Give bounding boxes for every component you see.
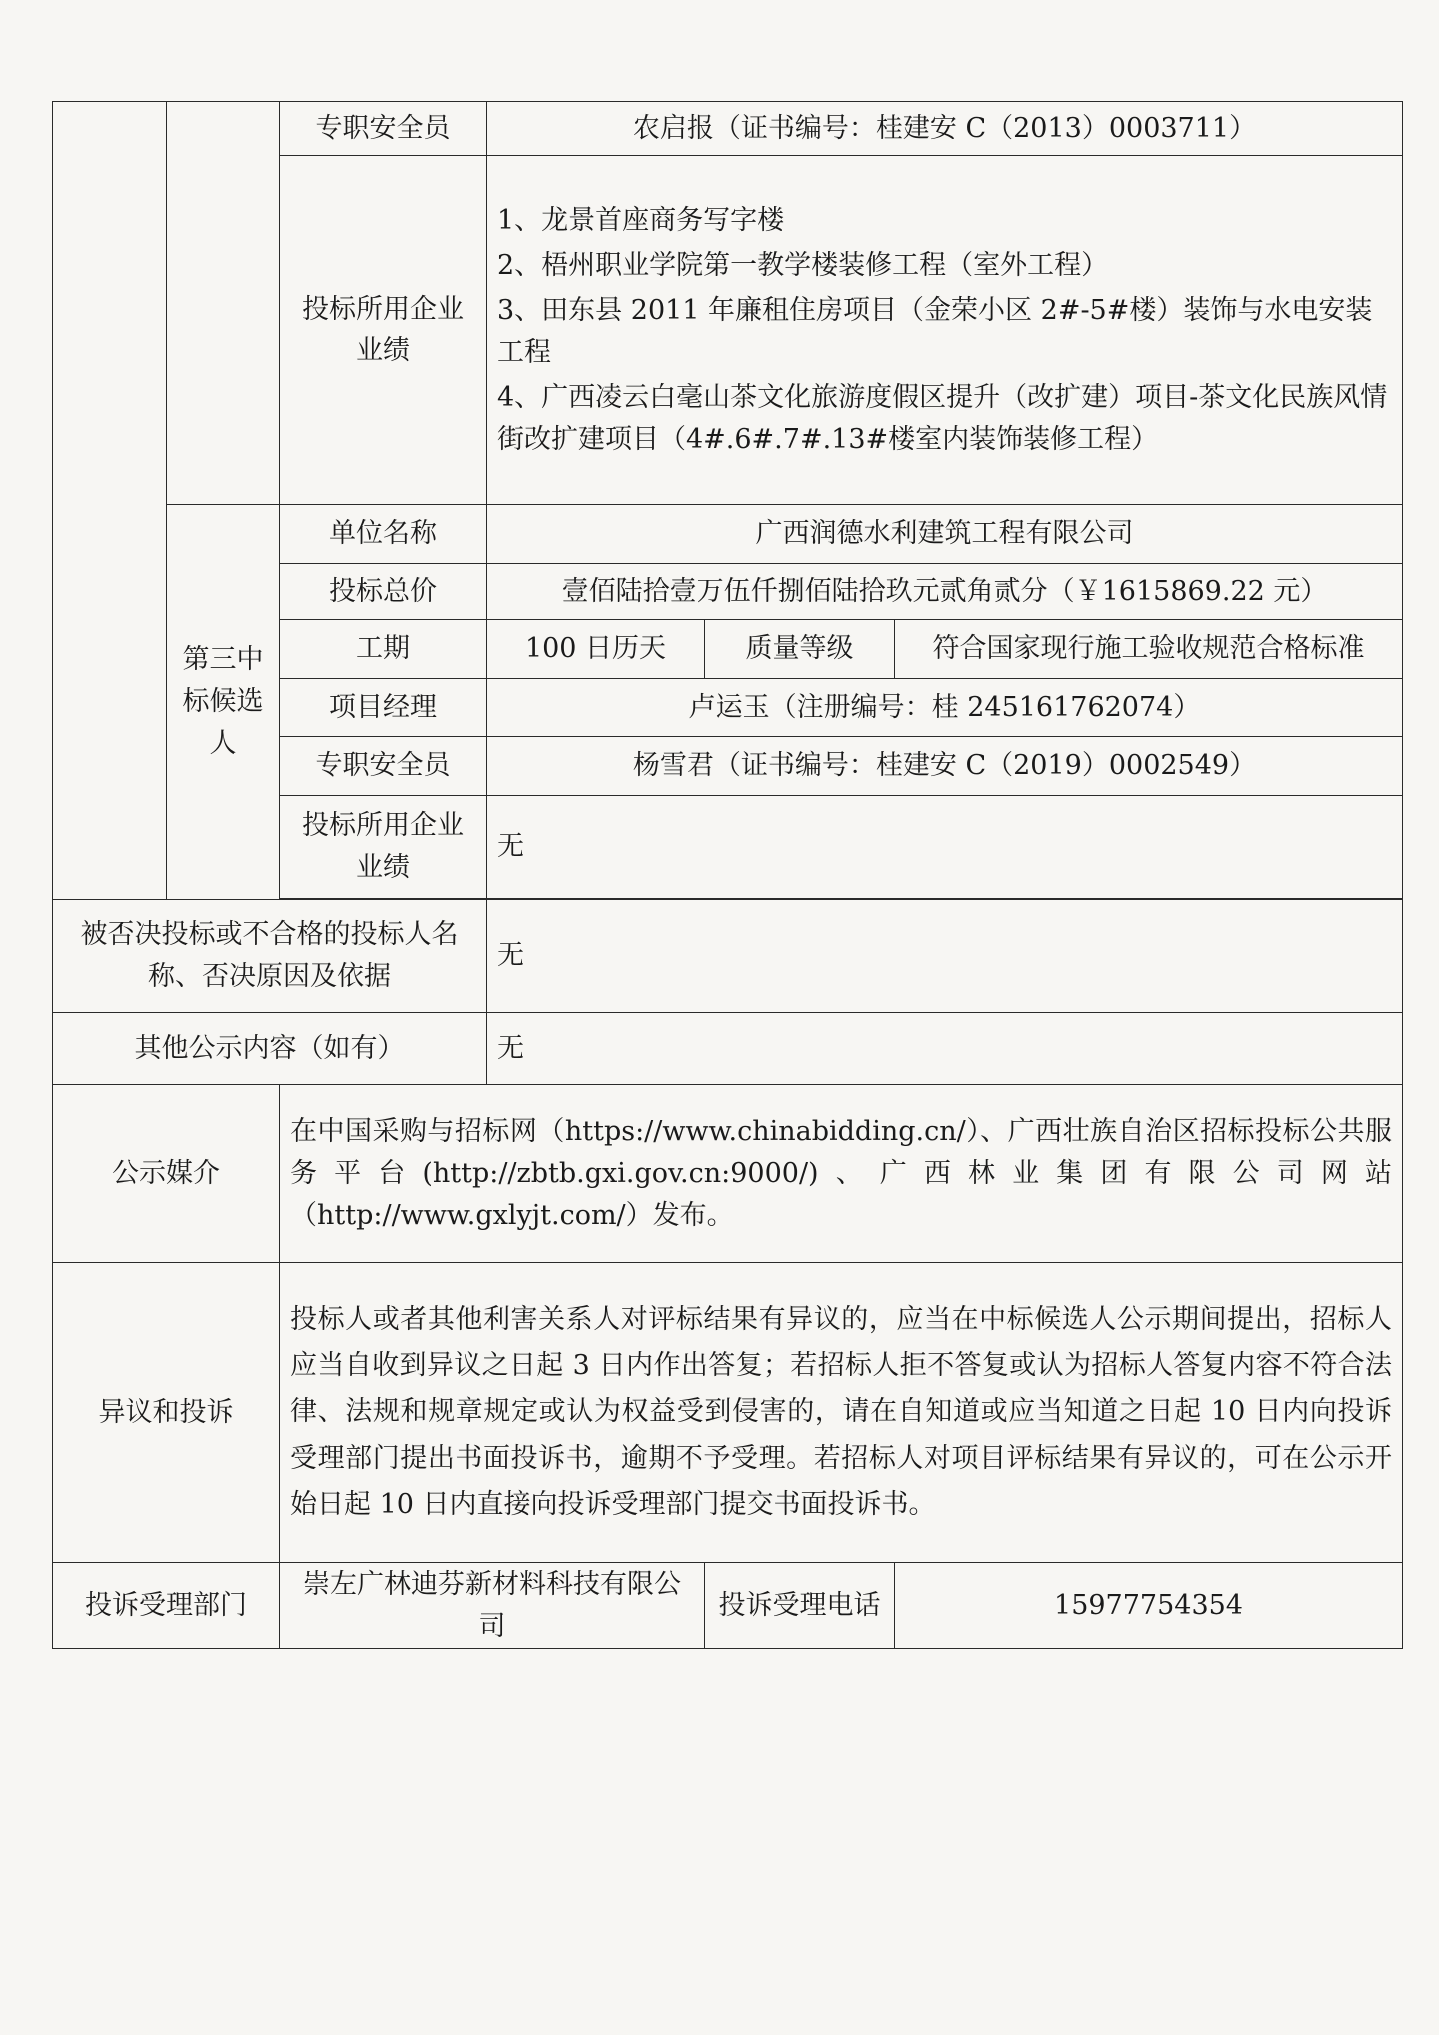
second-safety-officer-label: 专职安全员 — [280, 102, 487, 156]
performance-item: 4、广西凌云白毫山茶文化旅游度假区提升（改扩建）项目-茶文化民族风情街改扩建项目（4#.6#.7#.13#楼室内装饰装修工程） — [497, 381, 1388, 455]
third-manager-label: 项目经理 — [280, 678, 487, 737]
second-safety-officer-value: 农启报（证书编号：桂建安 C（2013）0003711） — [487, 102, 1403, 156]
third-performance-label: 投标所用企业业绩 — [280, 795, 487, 898]
third-price-label: 投标总价 — [280, 563, 487, 619]
media-label: 公示媒介 — [53, 1085, 280, 1263]
third-period-label: 工期 — [280, 620, 487, 679]
performance-item: 3、田东县 2011 年廉租住房项目（金荣小区 2#-5#楼）装饰与水电安装工程 — [497, 295, 1373, 368]
third-price-value: 壹佰陆拾壹万伍仟捌佰陆拾玖元贰角贰分（￥1615869.22 元） — [487, 563, 1403, 619]
rejected-label: 被否决投标或不合格的投标人名称、否决原因及依据 — [53, 899, 487, 1012]
second-performance-list — [487, 156, 1403, 505]
third-period-value: 100 日历天 — [487, 620, 705, 679]
complaint-dept-value: 崇左广林迪芬新材料科技有限公司 — [280, 1563, 705, 1649]
row-media — [53, 1085, 1403, 1263]
third-manager-value: 卢运玉（注册编号：桂 245161762074） — [487, 678, 1403, 737]
complaint-dept-label: 投诉受理部门 — [53, 1563, 280, 1649]
third-safety-officer-value: 杨雪君（证书编号：桂建安 C（2019）0002549） — [487, 737, 1403, 796]
third-safety-officer-label: 专职安全员 — [280, 737, 487, 796]
rejected-value: 无 — [487, 899, 1403, 1012]
third-quality-value: 符合国家现行施工验收规范合格标准 — [895, 620, 1403, 679]
third-performance-value: 无 — [487, 795, 1403, 898]
second-performance-label: 投标所用企业业绩 — [280, 156, 487, 505]
third-company-value: 广西润德水利建筑工程有限公司 — [487, 505, 1403, 564]
objection-label: 异议和投诉 — [53, 1262, 280, 1563]
other-value: 无 — [487, 1012, 1403, 1085]
third-quality-label: 质量等级 — [705, 620, 895, 679]
media-value: 在中国采购与招标网（https://www.chinabidding.cn/）、广西壮族自治区招标投标公共服务平台(http://zbtb.gxi.gov.cn:9000/)、广西林业集团有限公司网站（http://www.gxlyjt.com/）发布。 — [280, 1085, 1403, 1263]
performance-item: 1、龙景首座商务写字楼 — [497, 205, 785, 237]
row-rejected — [53, 899, 1403, 1012]
row-other — [53, 1012, 1403, 1085]
blank-outer-column — [53, 102, 167, 900]
complaint-phone-label: 投诉受理电话 — [705, 1563, 895, 1649]
blank-second-candidate-group — [167, 102, 280, 505]
third-company-label: 单位名称 — [280, 505, 487, 564]
row-complaint — [53, 1563, 1403, 1649]
bid-result-table — [52, 101, 1403, 1649]
row-third-company — [53, 505, 1403, 564]
performance-item: 2、梧州职业学院第一教学楼装修工程（室外工程） — [497, 250, 1109, 282]
objection-value: 投标人或者其他利害关系人对评标结果有异议的，应当在中标候选人公示期间提出，招标人应当自收到异议之日起 3 日内作出答复；若招标人拒不答复或认为招标人答复内容不符合法律、法规和规章规定或认为权益受到侵害的，请在自知道或应当知道之日起 10 日内向投诉受理部门提出书面投诉书，逾期不予受理。若招标人对项目评标结果有异议的，可在公示开始日起 10 日内直接向投诉受理部门提交书面投诉书。 — [280, 1262, 1403, 1563]
other-label: 其他公示内容（如有） — [53, 1012, 487, 1085]
complaint-phone-value: 15977754354 — [895, 1563, 1403, 1649]
row-objection — [53, 1262, 1403, 1563]
row-second-safety-officer — [53, 102, 1403, 156]
third-candidate-group-label: 第三中标候选人 — [167, 505, 280, 899]
